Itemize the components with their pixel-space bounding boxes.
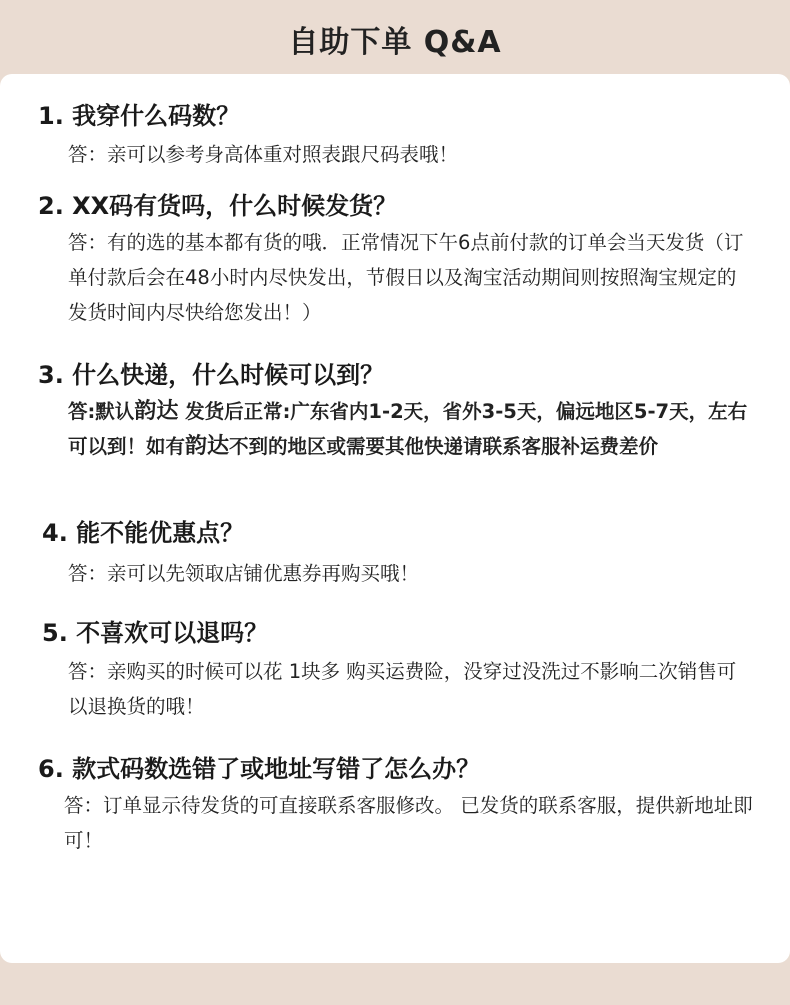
qa-card <box>0 74 790 963</box>
question-1: 1. 我穿什么码数？ <box>38 102 241 130</box>
qa-item-4 <box>0 518 790 591</box>
answer-1: 答：亲可以参考身高体重对照表跟尺码表哦！ <box>68 143 459 166</box>
question-6: 6. 款式码数选错了或地址写错了怎么办？ <box>38 755 481 783</box>
answer-3-part-1: 答:默认 <box>68 400 135 423</box>
answer-6: 答：订单显示待发货的可直接联系客服修改。 已发货的联系客服，提供新地址即可！ <box>64 794 753 852</box>
answer-3-courier-1: 韵达 <box>134 399 179 424</box>
answer-3-courier-2: 韵达 <box>185 434 230 459</box>
qa-item-3 <box>0 360 790 464</box>
qa-item-1 <box>0 101 790 172</box>
answer-3-part-3: 不到的地区或需要其他快递请联系客服补运费差价 <box>229 435 659 458</box>
qa-item-6 <box>0 754 790 858</box>
footer-band <box>0 963 790 1005</box>
qa-item-2 <box>0 191 790 330</box>
header-banner <box>0 0 790 74</box>
answer-3-part-2: 发货后正常:广东省内1-2天，省外3-5天，偏远地区5-7天，左右可以到！如有 <box>68 400 748 458</box>
answer-5: 答：亲购买的时候可以花 1块多 购买运费险，没穿过没洗过不影响二次销售可以退换货的哦！ <box>68 660 737 718</box>
question-2: 2. XX码有货吗，什么时候发货？ <box>38 192 398 220</box>
qa-item-5 <box>0 618 790 724</box>
page-title: 自助下单 Q&A <box>288 25 502 60</box>
answer-3 <box>68 394 758 464</box>
answer-4: 答：亲可以先领取店铺优惠券再购买哦！ <box>68 562 420 585</box>
question-5: 5. 不喜欢可以退吗？ <box>42 619 269 647</box>
question-4: 4. 能不能优惠点？ <box>42 519 245 547</box>
question-3: 3. 什么快递，什么时候可以到？ <box>38 361 385 389</box>
answer-2: 答：有的选的基本都有货的哦．正常情况下午6点前付款的订单会当天发货（订单付款后会在48小时内尽快发出，节假日以及淘宝活动期间则按照淘宝规定的发货时间内尽快给您发出！） <box>68 231 744 324</box>
